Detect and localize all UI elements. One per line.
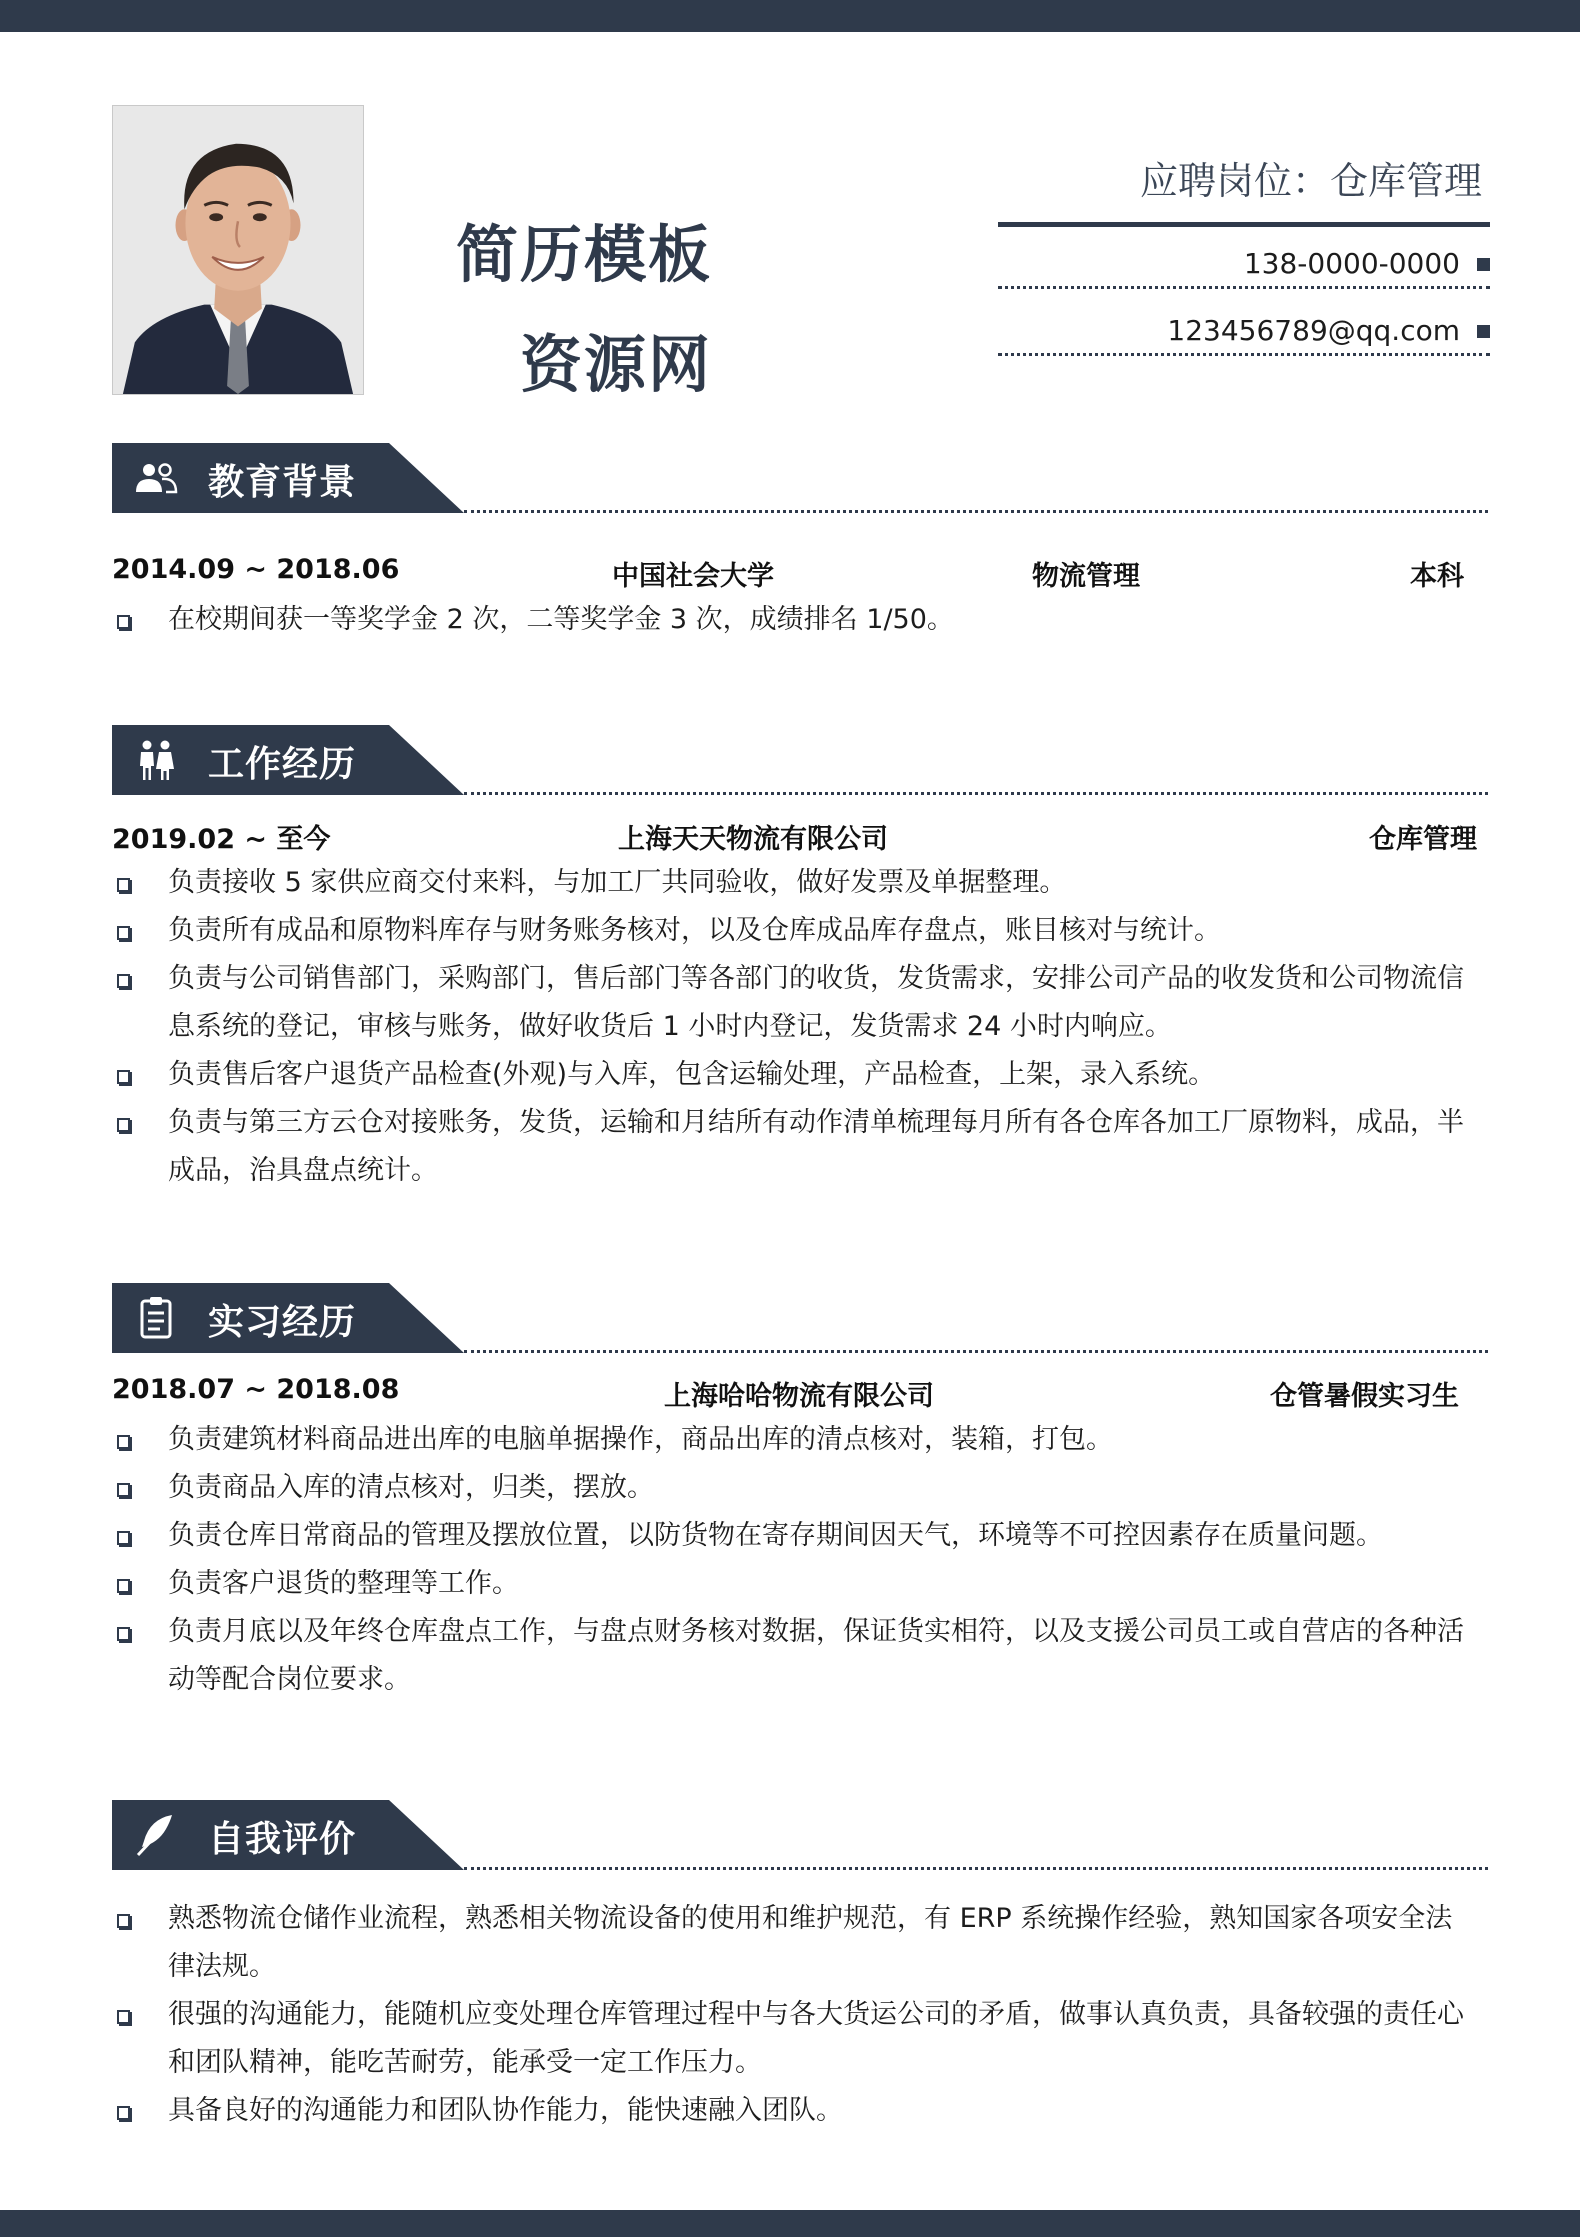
dotted-divider bbox=[464, 510, 1488, 513]
top-bar bbox=[0, 0, 1580, 32]
email-address: 123456789@qq.com bbox=[1167, 314, 1460, 347]
work-company: 上海天天物流有限公司 bbox=[618, 824, 888, 855]
list-item: 负责售后客户退货产品检查(外观)与入库，包含运输处理，产品检查，上架，录入系统。 bbox=[112, 1051, 1478, 1099]
section-title: 自我评价 bbox=[208, 1819, 357, 1860]
list-item: 负责仓库日常商品的管理及摆放位置，以防货物在寄存期间因天气，环境等不可控因素存在质量问题。 bbox=[112, 1512, 1478, 1560]
list-item: 熟悉物流仓储作业流程，熟悉相关物流设备的使用和维护规范，有 ERP 系统操作经验，熟知国家各项安全法律法规。 bbox=[112, 1895, 1478, 1991]
list-item: 负责与公司销售部门，采购部门，售后部门等各部门的收货，发货需求，安排公司产品的收发货和公司物流信息系统的登记，审核与账务，做好收货后 1 小时内登记，发货需求 24 小时内响应。 bbox=[112, 955, 1478, 1051]
section-header-internship bbox=[112, 1283, 1488, 1353]
square-bullet-icon bbox=[1477, 258, 1490, 271]
list-item: 负责与第三方云仓对接账务，发货，运输和月结所有动作清单梳理每月所有各仓库各加工厂原物料，成品，半成品，治具盘点统计。 bbox=[112, 1099, 1478, 1195]
header-rule bbox=[998, 222, 1490, 227]
internship-bullets bbox=[112, 1416, 1478, 1704]
list-item: 具备良好的沟通能力和团队协作能力，能快速融入团队。 bbox=[112, 2087, 1478, 2135]
work-position: 仓库管理 bbox=[1369, 824, 1477, 855]
dotted-divider bbox=[464, 1350, 1488, 1353]
phone-number: 138-0000-0000 bbox=[1243, 247, 1460, 280]
list-item: 负责月底以及年终仓库盘点工作，与盘点财务核对数据，保证货实相符，以及支援公司员工或自营店的各种活动等配合岗位要求。 bbox=[112, 1608, 1478, 1704]
feather-icon bbox=[132, 1813, 180, 1857]
work-bullets bbox=[112, 859, 1478, 1195]
internship-period: 2018.07 ~ 2018.08 bbox=[112, 1374, 400, 1405]
list-item: 负责接收 5 家供应商交付来料，与加工厂共同验收，做好发票及单据整理。 bbox=[112, 859, 1478, 907]
dotted-divider bbox=[464, 1867, 1488, 1870]
profile-photo bbox=[112, 105, 364, 395]
education-major: 物流管理 bbox=[1032, 561, 1140, 592]
list-item: 负责商品入库的清点核对，归类，摆放。 bbox=[112, 1464, 1478, 1512]
education-period: 2014.09 ~ 2018.06 bbox=[112, 554, 400, 585]
list-item: 负责所有成品和原物料库存与财务账务核对，以及仓库成品库存盘点，账目核对与统计。 bbox=[112, 907, 1478, 955]
dotted-divider bbox=[464, 792, 1488, 795]
list-item: 在校期间获一等奖学金 2 次，二等奖学金 3 次，成绩排名 1/50。 bbox=[112, 596, 1478, 644]
section-header-education bbox=[112, 443, 1488, 513]
education-school: 中国社会大学 bbox=[612, 561, 774, 592]
section-title: 教育背景 bbox=[208, 462, 357, 503]
internship-company: 上海哈哈物流有限公司 bbox=[664, 1381, 934, 1412]
section-header-self-evaluation bbox=[112, 1800, 1488, 1870]
section-title: 实习经历 bbox=[208, 1302, 357, 1343]
self-evaluation-bullets bbox=[112, 1895, 1478, 2135]
list-item: 负责建筑材料商品进出库的电脑单据操作，商品出库的清点核对，装箱，打包。 bbox=[112, 1416, 1478, 1464]
resume-title-line2: 资源网 bbox=[520, 328, 713, 401]
clipboard-icon bbox=[132, 1296, 180, 1340]
internship-position: 仓管暑假实习生 bbox=[1270, 1381, 1459, 1412]
square-bullet-icon bbox=[1477, 325, 1490, 338]
resume-title-line1: 简历模板 bbox=[456, 218, 713, 291]
family-icon bbox=[132, 738, 180, 782]
bottom-bar bbox=[0, 2210, 1580, 2237]
section-header-work bbox=[112, 725, 1488, 795]
list-item: 很强的沟通能力，能随机应变处理仓库管理过程中与各大货运公司的矛盾，做事认真负责，具备较强的责任心和团队精神，能吃苦耐劳，能承受一定工作压力。 bbox=[112, 1991, 1478, 2087]
education-degree: 本科 bbox=[1410, 561, 1464, 592]
applied-position: 应聘岗位：仓库管理 bbox=[1139, 159, 1482, 203]
contact-email-row bbox=[998, 312, 1490, 356]
education-bullets bbox=[112, 596, 1478, 644]
internship-entry-header bbox=[112, 1374, 1477, 1414]
people-icon bbox=[132, 456, 180, 500]
work-entry-header bbox=[112, 817, 1477, 857]
list-item: 负责客户退货的整理等工作。 bbox=[112, 1560, 1478, 1608]
work-period: 2019.02 ~ 至今 bbox=[112, 824, 331, 855]
section-title: 工作经历 bbox=[208, 744, 357, 785]
contact-phone-row bbox=[998, 245, 1490, 289]
education-entry-header bbox=[112, 554, 1477, 594]
